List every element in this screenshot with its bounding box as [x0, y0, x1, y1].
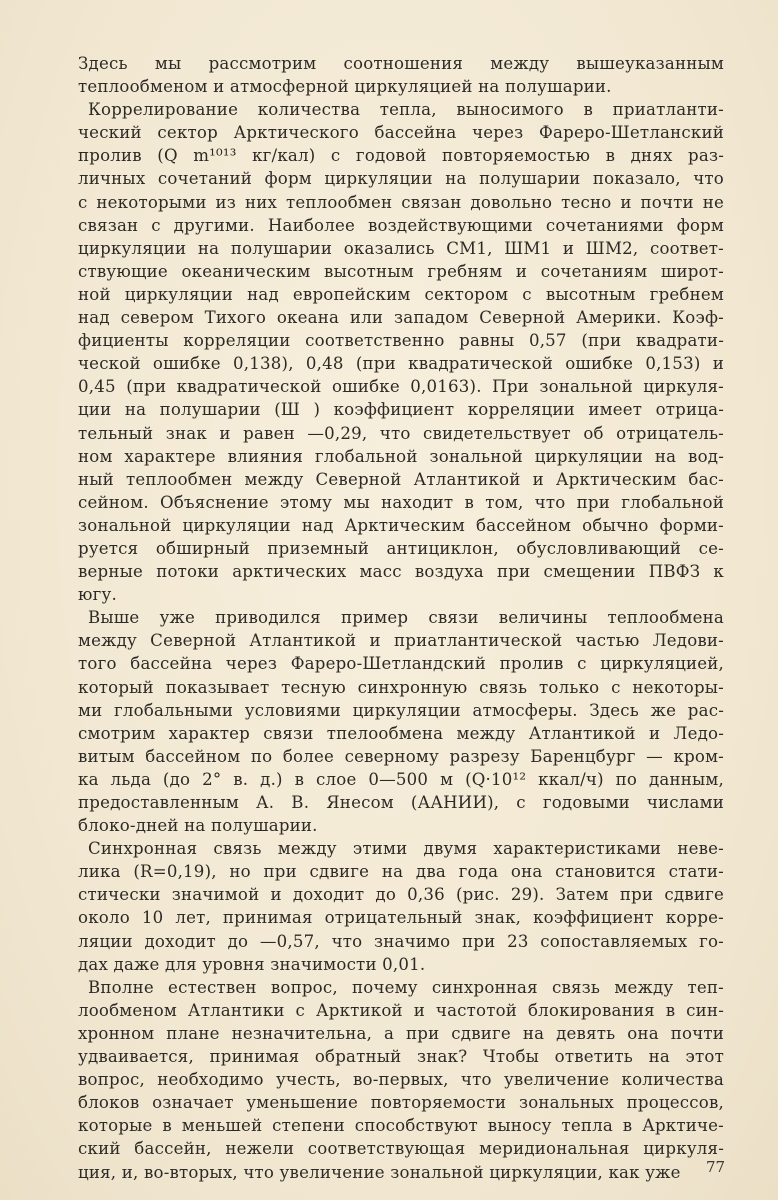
text-line: блоко-дней на полушарии.	[78, 816, 318, 836]
text-line: блоков означает уменьшение повторяемости зональных процессов,	[78, 1093, 724, 1113]
text-line: того бассейна через Фареро-Шетландский пролив с циркуляцией,	[78, 654, 724, 674]
text-line: Выше уже приводился пример связи величины теплообмена	[88, 608, 724, 628]
text-line: ческий сектор Арктического бассейна через Фареро-Шетланский	[78, 123, 724, 143]
text-line: зональной циркуляции над Арктическим бассейном обычно форми-	[78, 515, 724, 535]
text-line: Коррелирование количества тепла, выносимого в приатланти-	[88, 100, 724, 120]
text-line: верные потоки арктических масс воздуха при смещении ПВФЗ к	[78, 562, 724, 582]
text-line: лика (R=0,19), но при сдвиге на два года она становится стати-	[78, 862, 724, 882]
text-line: который показывает тесную синхронную связь только с некоторы-	[78, 677, 724, 697]
text-line: югу.	[78, 585, 117, 605]
text-line: ный теплообмен между Северной Атлантикой и Арктическим бас-	[78, 469, 724, 489]
text-line: 0,45 (при квадратической ошибке 0,0163). При зональной циркуля-	[78, 377, 724, 397]
text-line: теплообменом и атмосферной циркуляцией на полушарии.	[78, 77, 612, 97]
text-line: циркуляции на полушарии оказались СМ1, ШМ1 и ШМ2, соответ-	[78, 238, 724, 258]
text-line: руется обширный приземный антициклон, обусловливающий се-	[78, 538, 724, 558]
text-line: вопрос, необходимо учесть, во-первых, что увеличение количества	[78, 1070, 724, 1090]
text-line: дах даже для уровня значимости 0,01.	[78, 954, 426, 974]
text-line: личных сочетаний форм циркуляции на полушарии показало, что	[78, 169, 724, 189]
text-line: Синхронная связь между этими двумя характеристиками неве-	[88, 839, 724, 859]
text-line: ский бассейн, нежели соответствующая меридиональная циркуля-	[78, 1139, 724, 1159]
text-line: между Северной Атлантикой и приатлантической частью Ледови-	[78, 631, 724, 651]
text-line: предоставленным А. В. Янесом (ААНИИ), с годовыми числами	[78, 793, 724, 812]
text-line: ной циркуляции над европейским сектором с высотным гребнем	[78, 284, 724, 304]
text-line: лообменом Атлантики с Арктикой и частотой блокирования в син-	[78, 1000, 724, 1020]
body-text	[78, 52, 724, 1184]
text-line: тельный знак и равен —0,29, что свидетельствует об отрицатель-	[78, 423, 724, 443]
text-line: смотрим характер связи тпелообмена между Атлантикой и Ледо-	[78, 723, 724, 743]
text-line: ствующие океаническим высотным гребням и сочетаниям широт-	[78, 261, 724, 281]
text-line: ном характере влияния глобальной зональной циркуляции на вод-	[78, 446, 724, 466]
text-line: ми глобальными условиями циркуляции атмосферы. Здесь же рас-	[78, 700, 724, 720]
text-line: около 10 лет, принимая отрицательный знак, коэффициент корре-	[78, 908, 724, 928]
text-line: Здесь мы рассмотрим соотношения между вышеуказанным	[78, 54, 724, 73]
text-line: ции на полушарии (Ш ) коэффициент корреляции имеет отрица-	[78, 400, 724, 420]
text-line: связан с другими. Наиболее воздействующими сочетаниями форм	[78, 215, 724, 235]
text-line: фициенты корреляции соответственно равны 0,57 (при квадрати-	[78, 331, 724, 351]
page-number: 77	[706, 1158, 726, 1176]
text-line: ческой ошибке 0,138), 0,48 (при квадратической ошибке 0,153) и	[78, 354, 724, 374]
text-line: ляции доходит до —0,57, что значимо при 23 сопоставляемых го-	[78, 931, 724, 951]
text-line: с некоторыми из них теплообмен связан довольно тесно и почти не	[78, 192, 724, 212]
text-line: ция, и, во-вторых, что увеличение зональной циркуляции, как уже	[78, 1162, 681, 1182]
text-line: Вполне естествен вопрос, почему синхронная связь между теп-	[88, 977, 724, 997]
text-line: над севером Тихого океана или западом Северной Америки. Коэф-	[78, 308, 724, 328]
text-line: пролив (Q m¹⁰¹³ кг/кал) с годовой повторяемостью в днях раз-	[78, 146, 724, 166]
text-line: хронном плане незначительна, а при сдвиге на девять она почти	[78, 1023, 724, 1043]
text-line: витым бассейном по более северному разрезу Баренцбург — кром-	[78, 746, 724, 766]
text-line: которые в меньшей степени способствуют выносу тепла в Арктиче-	[78, 1116, 724, 1136]
text-line: стически значимой и доходит до 0,36 (рис. 29). Затем при сдвиге	[78, 885, 724, 905]
text-line: сейном. Объяснение этому мы находит в том, что при глобальной	[78, 492, 724, 512]
text-line: ка льда (до 2° в. д.) в слое 0—500 м (Q·10¹² ккал/ч) по данным,	[78, 769, 724, 789]
text-line: удваивается, принимая обратный знак? Чтобы ответить на этот	[78, 1047, 724, 1067]
